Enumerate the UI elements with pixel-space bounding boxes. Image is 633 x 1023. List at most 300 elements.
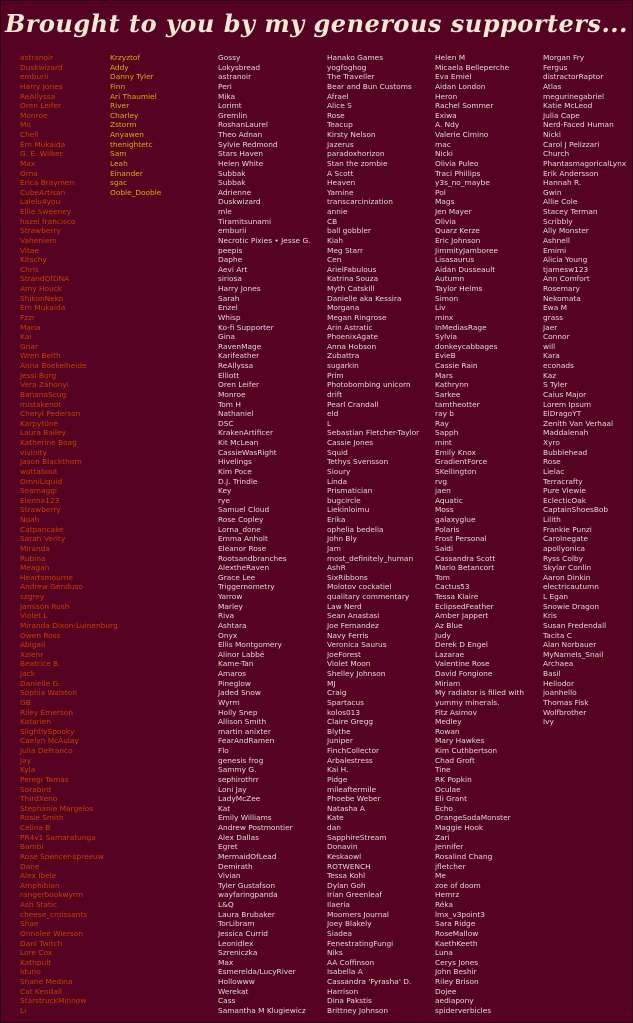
supporter-name: Karifeather bbox=[218, 351, 260, 361]
supporter-name: Riley Brison bbox=[435, 977, 479, 986]
supporter-name: Alice S bbox=[327, 101, 352, 111]
supporter-name: FenestratingFungi bbox=[327, 938, 394, 948]
supporter-name: Valentine Rose bbox=[435, 659, 490, 669]
supporter-name: Miranda Dixon-Luinenburg bbox=[20, 620, 118, 630]
supporter-name: Dylan Goh bbox=[327, 880, 366, 890]
supporter-name: sugarkin bbox=[327, 361, 359, 370]
supporter-name: Cat Kendall bbox=[20, 986, 62, 996]
supporter-name: aediapony bbox=[435, 996, 474, 1006]
supporter-name: Cactus53 bbox=[435, 582, 470, 592]
supporter-name: Danielle G. bbox=[20, 678, 61, 688]
supporter-name: Theo Adnan bbox=[218, 130, 263, 139]
supporter-name: Jaer bbox=[543, 322, 558, 332]
supporter-name: Ooble_Dooble bbox=[110, 187, 162, 197]
supporter-name: Caius Major bbox=[543, 389, 587, 399]
supporter-name: Pearl Crandall bbox=[327, 399, 379, 409]
supporter-name: Kaz bbox=[543, 370, 557, 380]
supporter-name: Anna Boekelheide bbox=[20, 361, 87, 370]
supporter-name: Alan Norbauer bbox=[543, 640, 597, 650]
supporter-name: Abigail bbox=[20, 640, 46, 650]
supporter-name: Scribbly bbox=[543, 216, 573, 226]
supporter-name: Gossy bbox=[218, 53, 241, 62]
supporter-name: GB bbox=[20, 697, 31, 707]
supporter-name: Kate bbox=[327, 813, 344, 823]
supporter-name: Allie Cole bbox=[543, 197, 578, 207]
supporter-name: y3s_no_maybe bbox=[435, 178, 490, 188]
supporter-name: KaethKeeth bbox=[435, 938, 478, 948]
supporter-name: Ashnell bbox=[543, 235, 570, 245]
supporter-name: tamtheotter bbox=[435, 399, 480, 409]
supporter-name: MermaidOfLead bbox=[218, 851, 277, 861]
supporter-name: rvg bbox=[435, 476, 448, 486]
supporter-name: zoe of doom bbox=[435, 880, 481, 890]
supporter-name: vivinity bbox=[20, 447, 47, 457]
supporter-name: Gremlin bbox=[218, 110, 248, 120]
supporter-name: Anna Hobson bbox=[327, 341, 377, 351]
supporter-name: Réka bbox=[435, 900, 454, 909]
supporter-name: ReAllyssa bbox=[218, 361, 254, 370]
supporter-name: Helen M bbox=[435, 53, 466, 62]
supporter-name: Einander bbox=[110, 168, 143, 178]
supporter-name: Tine bbox=[435, 765, 451, 775]
supporter-name: Arin Astratic bbox=[327, 322, 373, 332]
supporter-name: SixRibbons bbox=[327, 572, 368, 582]
supporter-name: Amaros bbox=[218, 669, 247, 678]
supporter-name: Sioury bbox=[327, 466, 351, 476]
supporter-name: Sarkee bbox=[435, 389, 461, 399]
supporter-name: Vivian bbox=[218, 871, 241, 881]
supporter-name: Claire Gregg bbox=[327, 717, 374, 727]
supporter-name: Kirsty Nelson bbox=[327, 130, 376, 139]
supporter-name: Maggie Hook bbox=[435, 823, 484, 832]
supporter-name: Dane bbox=[20, 861, 40, 871]
supporter-name: Az Blue bbox=[435, 620, 463, 630]
supporter-name: KrakenArtificer bbox=[218, 428, 274, 438]
supporter-name: Zubattra bbox=[327, 351, 360, 361]
supporter-name: Luna bbox=[435, 948, 453, 958]
supporter-name: Andrew Postmontier bbox=[218, 823, 293, 832]
supporter-name: Orna bbox=[20, 168, 38, 178]
supporter-name: Oculae bbox=[435, 784, 461, 794]
supporter-name: CassieWasRight bbox=[218, 447, 277, 457]
supporter-name: Karpytūnė bbox=[20, 418, 59, 428]
supporter-name: Valerie Cimino bbox=[435, 130, 489, 139]
supporter-name: Heaven bbox=[327, 178, 356, 188]
supporter-name: SKellington bbox=[435, 466, 477, 476]
supporter-name: PhoenixAgate bbox=[327, 332, 379, 342]
supporter-name: D.J. Trindle bbox=[218, 476, 258, 486]
supporter-name: astranoir bbox=[218, 72, 252, 82]
supporter-name: Erika bbox=[327, 515, 346, 524]
supporter-name: Lorem Ipsum bbox=[543, 399, 592, 409]
supporter-name: Gina bbox=[218, 332, 235, 342]
supporter-name: Nicki bbox=[435, 149, 453, 159]
supporter-name: Connor bbox=[543, 332, 570, 342]
supporter-name: Sam bbox=[110, 149, 127, 159]
supporter-name: Joe Fernandez bbox=[327, 620, 379, 630]
supporter-name: donkeycabbages bbox=[435, 341, 498, 351]
supporter-name: AA Coffinson bbox=[327, 957, 375, 967]
supporter-name: Laura Brubaker bbox=[218, 909, 275, 919]
supporter-name: Esmerelda/LucyRiver bbox=[218, 967, 296, 977]
supporter-name: Jen Mayer bbox=[435, 207, 472, 216]
supporter-name: Helen White bbox=[218, 158, 264, 168]
supporter-name: EvieB bbox=[435, 351, 456, 361]
supporter-name: Wren Beith bbox=[20, 351, 61, 361]
supporter-name: Duskwizard bbox=[218, 197, 261, 207]
supporter-name: Lorimt bbox=[218, 101, 242, 111]
supporter-name: EclipsedFeather bbox=[435, 601, 494, 611]
supporter-name: Heron bbox=[435, 91, 458, 101]
supporter-name: Prismatician bbox=[327, 486, 373, 496]
supporter-name: Liekinloimu bbox=[327, 505, 370, 515]
supporter-name: Ryss Colby bbox=[543, 553, 583, 563]
supporter-name: Nerd-Faced Human bbox=[543, 120, 614, 130]
supporter-name: Fzzr bbox=[20, 312, 36, 322]
supporter-name: My radiator is filled with bbox=[435, 688, 525, 698]
supporter-name: Prim bbox=[327, 370, 344, 380]
supporter-name: Arbalestress bbox=[327, 755, 373, 765]
supporter-name: Wyrm bbox=[218, 697, 240, 707]
supporter-name: Leonidlex bbox=[218, 938, 254, 948]
supporter-name: Pidge bbox=[327, 774, 348, 784]
supporter-name: rye bbox=[218, 495, 230, 505]
supporter-name: Frankie Punzi bbox=[543, 524, 592, 534]
supporter-name: Aidan London bbox=[435, 81, 486, 91]
supporter-name: Me bbox=[435, 871, 446, 881]
supporter-name: JimmityJamboree bbox=[435, 245, 499, 255]
supporter-name: Veronica Saurus bbox=[327, 640, 387, 650]
supporter-name: Oren Leifer bbox=[218, 380, 260, 390]
supporter-name: mint bbox=[435, 438, 452, 447]
supporter-name: CB bbox=[327, 216, 338, 226]
supporter-name: Jack bbox=[20, 669, 36, 678]
supporter-name: Noah bbox=[20, 515, 40, 524]
supporter-name: Danny Tyler bbox=[110, 72, 154, 82]
supporter-name: Rose bbox=[327, 110, 345, 120]
supporter-name: cheese_croissants bbox=[20, 909, 88, 919]
supporter-name: Wolfbrother bbox=[543, 707, 587, 717]
supporter-name: Jaded Snow bbox=[218, 688, 261, 698]
supporter-name: Xyro bbox=[543, 438, 560, 447]
supporter-name: Shelley Johnson bbox=[327, 669, 386, 678]
supporter-name: Rootsandbranches bbox=[218, 553, 287, 563]
supporter-name: Vera Záhonyi bbox=[20, 380, 69, 390]
supporter-name: Emily Knox bbox=[435, 447, 476, 457]
supporter-column-3 bbox=[218, 53, 311, 1016]
supporter-name: Basil bbox=[543, 669, 561, 678]
supporter-name: RavenMage bbox=[218, 341, 262, 351]
supporter-name: Owen Ross bbox=[20, 630, 61, 640]
supporter-name: RK Popkin bbox=[435, 774, 472, 784]
supporter-name: Ally Monster bbox=[543, 226, 589, 236]
supporter-name: Terracrafty bbox=[543, 476, 583, 486]
supporter-name: Jason Blackthorn bbox=[20, 457, 82, 467]
supporter-name: Charley bbox=[110, 110, 139, 120]
supporter-name: Sara Ridge bbox=[435, 919, 476, 929]
supporter-name: Moss bbox=[435, 505, 454, 515]
supporter-name: Gwin bbox=[543, 187, 562, 197]
supporter-name: Liv bbox=[435, 303, 446, 313]
supporter-name: Rachel Sommer bbox=[435, 101, 494, 111]
supporter-name: Lalelu4you bbox=[20, 197, 61, 207]
supporter-name: Alex Dallas bbox=[218, 832, 259, 842]
supporter-name: L bbox=[327, 418, 332, 428]
supporter-name: Onnolee Wierson bbox=[20, 928, 84, 938]
supporter-name: S Tyler bbox=[543, 380, 568, 390]
supporter-name: Mo bbox=[20, 120, 31, 130]
supporter-name: Violet Moon bbox=[327, 659, 371, 669]
supporter-name: joanhello bbox=[543, 688, 577, 698]
supporter-name: Cassie Rain bbox=[435, 361, 478, 370]
supporter-name: Medley bbox=[435, 717, 462, 727]
supporter-name: Taylor Helms bbox=[435, 284, 483, 293]
supporter-name: Tom H bbox=[218, 399, 241, 409]
supporter-name: Blythe bbox=[327, 726, 351, 736]
supporter-name: Kathpult bbox=[20, 957, 52, 967]
supporter-name: hazel francisco bbox=[20, 216, 76, 226]
supporter-name: electricautumn bbox=[543, 582, 599, 592]
supporter-name: Olivia bbox=[435, 216, 456, 226]
supporter-column-4 bbox=[327, 53, 419, 1016]
supporter-name: Shae bbox=[20, 919, 39, 929]
supporter-name: Krzyztof bbox=[110, 53, 141, 62]
supporter-name: OmniLiquid bbox=[20, 476, 63, 486]
supporter-name: Kai bbox=[20, 332, 32, 342]
supporter-name: Jamison Rush bbox=[20, 601, 70, 611]
supporter-name: emburii bbox=[20, 72, 49, 82]
supporter-name: tjamesw123 bbox=[543, 264, 589, 274]
supporter-name: thenightetc bbox=[110, 139, 153, 149]
supporter-name: TorLibram bbox=[218, 919, 255, 929]
supporter-name: SapphireStream bbox=[327, 832, 387, 842]
supporter-name: Mario Betancort bbox=[435, 563, 495, 573]
supporter-name: Hivelings bbox=[218, 457, 252, 467]
supporter-name: Kitschy bbox=[20, 255, 47, 265]
supporter-name: A. Ndy bbox=[435, 120, 460, 130]
supporter-name: Fitz Asimov bbox=[435, 707, 477, 717]
supporter-name: Stephanie Margelos bbox=[20, 803, 94, 813]
supporter-name: galaxyglue bbox=[435, 515, 476, 524]
supporter-name: Katie McLeod bbox=[543, 101, 593, 111]
supporter-name: mistakenot bbox=[20, 399, 62, 409]
supporter-name: A Scott bbox=[327, 168, 354, 178]
supporter-name: econads bbox=[543, 361, 574, 370]
supporter-name: Eli Grant bbox=[435, 794, 468, 804]
supporter-name: Lazarae bbox=[435, 649, 465, 659]
supporter-name: Rosie Smith bbox=[20, 813, 64, 823]
supporter-name: Egret bbox=[218, 842, 238, 852]
supporter-name: Siadea bbox=[327, 928, 353, 938]
supporter-name: ophelia bedelia bbox=[327, 524, 384, 534]
supporter-name: Whisp bbox=[218, 312, 241, 322]
supporter-name: Atlas bbox=[543, 81, 562, 91]
supporter-name: Micaela Belleperche bbox=[435, 62, 510, 72]
supporter-name: Mika bbox=[218, 91, 236, 101]
supporter-name: Duskwizard bbox=[20, 62, 63, 72]
supporter-name: Photobombing unicorn bbox=[327, 380, 411, 390]
supporter-name: Olivia Puleo bbox=[435, 158, 479, 168]
supporter-name: BananaScug bbox=[20, 389, 67, 399]
supporter-name: Hannah R. bbox=[543, 178, 582, 188]
supporter-name: FinchCollector bbox=[327, 746, 380, 755]
supporter-name: Autumn bbox=[435, 274, 465, 284]
supporter-name: Kim Poce bbox=[218, 466, 252, 476]
supporter-name: Katrina Souza bbox=[327, 274, 379, 284]
supporter-name: Shane Medina bbox=[20, 977, 73, 986]
supporter-name: emburii bbox=[218, 226, 247, 236]
supporter-name: Ash Static bbox=[20, 900, 58, 909]
supporter-name: Heartsmourne bbox=[20, 572, 73, 582]
supporter-name: Miranda bbox=[20, 543, 50, 553]
supporter-name: Catpancake bbox=[20, 524, 64, 534]
supporter-name: Aquatic bbox=[435, 495, 463, 505]
supporter-name: most_definitely_human bbox=[327, 553, 414, 563]
supporter-name: Triggernometry bbox=[218, 582, 275, 592]
supporter-name: Sapph bbox=[435, 428, 459, 438]
supporter-name: Daphe bbox=[218, 255, 243, 265]
supporter-name: Lorna_done bbox=[218, 524, 261, 534]
supporter-name: spiderverbicles bbox=[435, 1005, 492, 1015]
supporter-name: John Beshir bbox=[435, 967, 477, 977]
supporter-name: EclecticOak bbox=[543, 495, 587, 505]
supporter-name: ray b bbox=[435, 409, 454, 419]
supporter-name: Jay bbox=[20, 755, 32, 765]
supporter-name: Seamaggi bbox=[20, 486, 57, 496]
supporter-name: Holly Snep bbox=[218, 707, 258, 717]
supporter-name: Eleanor Rose bbox=[218, 543, 267, 553]
supporter-name: L&Q bbox=[218, 900, 234, 909]
supporter-name: CubeArtisan bbox=[20, 187, 66, 197]
supporter-name: Danielle aka Kessira bbox=[327, 293, 402, 303]
supporter-name: Tacita C bbox=[543, 630, 572, 640]
supporter-name: Sebastian Fletcher-Taylor bbox=[327, 428, 420, 438]
supporter-name: Amber Jappert bbox=[435, 611, 489, 621]
supporter-name: apollyonica bbox=[543, 543, 586, 553]
supporter-name: Szreniczka bbox=[218, 948, 258, 958]
supporter-name: Dojee bbox=[435, 986, 457, 996]
supporter-name: Loni Jay bbox=[218, 784, 247, 794]
supporter-name: Thomas Fisk bbox=[543, 697, 589, 707]
supporter-name: CaptainShoesBob bbox=[543, 505, 609, 515]
supporter-name: wayfaringpanda bbox=[218, 890, 278, 900]
supporter-name: Cassandra Scott bbox=[435, 553, 496, 563]
supporter-name: Tiramitsunami bbox=[218, 216, 272, 226]
supporter-name: FearAndRamen bbox=[218, 736, 275, 746]
supporter-name: Eric Johnson bbox=[435, 235, 481, 245]
supporter-name: Erik Andersson bbox=[543, 168, 599, 178]
supporter-name: Kame-Tan bbox=[218, 659, 254, 669]
supporter-column-6 bbox=[543, 53, 626, 727]
supporter-name: Hemrz bbox=[435, 890, 460, 900]
supporter-name: Elliott bbox=[218, 370, 240, 380]
supporter-name: Ewa M bbox=[543, 303, 567, 313]
supporter-name: szgrey bbox=[20, 592, 45, 601]
supporter-name: mac bbox=[435, 139, 451, 149]
supporter-name: Harrison bbox=[327, 986, 359, 996]
supporter-name: Adrienne bbox=[218, 187, 252, 197]
supporter-name: Lokysbread bbox=[218, 62, 261, 72]
supporter-name: Aevi Art bbox=[218, 264, 248, 274]
supporter-name: Kiah bbox=[327, 235, 344, 245]
supporter-name: Kai H. bbox=[327, 765, 349, 775]
supporter-name: Max bbox=[218, 957, 234, 967]
supporter-name: Megan Ringrose bbox=[327, 312, 387, 322]
supporter-name: RoseMallow bbox=[435, 928, 479, 938]
supporter-name: Nekomata bbox=[543, 293, 581, 303]
supporter-name: Natasha A bbox=[327, 803, 365, 813]
page-title: Brought to you by my generous supporters... bbox=[4, 9, 629, 38]
supporter-name: Tyler Gustafson bbox=[218, 880, 276, 890]
supporter-name: Kathrynn bbox=[435, 380, 469, 390]
supporter-name: wottabout bbox=[20, 466, 58, 476]
supporter-name: Zari bbox=[435, 832, 450, 842]
supporter-name: Monroe bbox=[218, 389, 246, 399]
supporter-name: Subbak bbox=[218, 168, 246, 178]
supporter-name: Cheryl Pederson bbox=[20, 409, 81, 419]
supporter-name: Vaheniem bbox=[20, 235, 57, 245]
supporter-name: Peregi Tamas bbox=[20, 774, 69, 784]
supporter-name: Miriam bbox=[435, 678, 461, 688]
supporter-name: Harry Jones bbox=[218, 284, 261, 293]
supporter-name: OrangeSodaMonster bbox=[435, 813, 511, 823]
supporter-name: Stan the zombie bbox=[327, 158, 388, 168]
supporter-name: Saidi bbox=[435, 543, 454, 553]
supporter-name: Pure Viewie bbox=[543, 486, 586, 496]
supporter-name: Strawberry bbox=[20, 505, 61, 515]
supporter-name: ReAllyssa bbox=[20, 91, 56, 101]
supporter-name: Cerys Jones bbox=[435, 957, 479, 967]
supporter-name: Chad Groft bbox=[435, 755, 475, 765]
supporter-name: lmx_v3point3 bbox=[435, 909, 485, 919]
supporter-name: ball gobbler bbox=[327, 226, 371, 236]
supporter-name: Onyx bbox=[218, 630, 238, 640]
supporter-name: minx bbox=[435, 312, 454, 322]
supporter-name: Peri bbox=[218, 81, 232, 91]
supporter-name: paradoxhorizon bbox=[327, 149, 385, 159]
supporter-name: Erica Braymen bbox=[20, 178, 75, 188]
supporter-name: Navy Ferris bbox=[327, 630, 369, 640]
supporter-name: Werekat bbox=[218, 986, 249, 996]
supporter-name: Joey Blakely bbox=[327, 919, 372, 929]
supporter-name: Kim Cuthbertson bbox=[435, 746, 498, 755]
supporter-name: Myth Catskill bbox=[327, 284, 375, 293]
supporter-name: AlextheRaven bbox=[218, 563, 270, 573]
supporter-name: G. E. Wilker bbox=[20, 149, 63, 159]
supporter-name: Ann Comfort bbox=[543, 274, 590, 284]
supporter-name: Allison Smith bbox=[218, 717, 267, 727]
supporter-name: AshR bbox=[327, 563, 346, 573]
supporter-column-1 bbox=[20, 53, 118, 1016]
supporter-name: genesis frog bbox=[218, 755, 264, 765]
supporter-name: Oren Leifer bbox=[20, 101, 62, 111]
supporter-name: Quarz Kerze bbox=[435, 226, 480, 236]
supporter-name: Celina B bbox=[20, 823, 51, 832]
supporter-name: Cassie Jones bbox=[327, 438, 374, 447]
supporter-name: Moomers Journal bbox=[327, 909, 389, 919]
supporter-name: Rosalind Chang bbox=[435, 851, 493, 861]
supporter-name: Chris bbox=[20, 264, 39, 274]
supporter-name: Chell bbox=[20, 130, 39, 139]
supporter-name: Kit McLean bbox=[218, 438, 259, 447]
supporter-name: sgac bbox=[110, 178, 128, 188]
supporter-column-5 bbox=[435, 53, 524, 1016]
supporter-name: Caelyn McAulay bbox=[20, 736, 79, 746]
supporter-name: Julia DeFranco bbox=[20, 746, 73, 755]
supporter-name: Riva bbox=[218, 611, 235, 621]
supporter-name: sephirothrr bbox=[218, 774, 259, 784]
supporter-name: Fergus bbox=[543, 62, 568, 72]
